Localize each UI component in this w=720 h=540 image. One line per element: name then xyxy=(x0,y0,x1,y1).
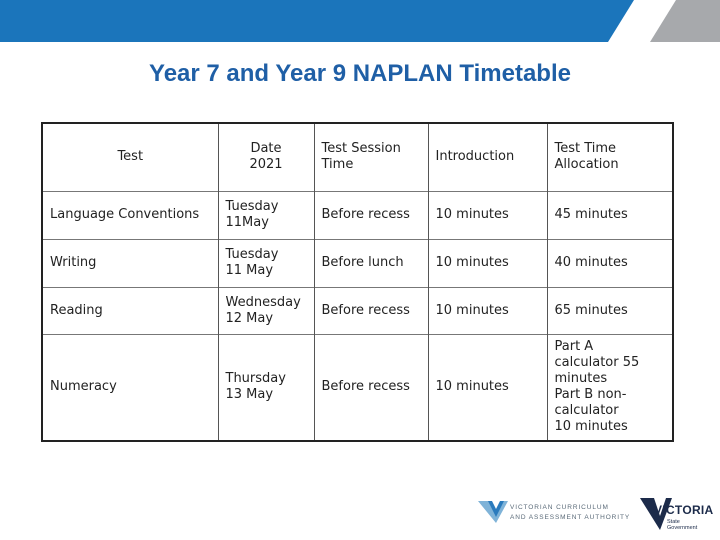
victoria-wordmark: VICTORIA xyxy=(654,503,714,517)
cell-date: Tuesday 11 May xyxy=(218,239,314,287)
table-row xyxy=(42,239,673,287)
cell-date: Thursday 13 May xyxy=(218,334,314,441)
banner-blue-stripe xyxy=(0,0,634,42)
vcaa-wordmark xyxy=(510,503,630,523)
cell-test: Language Conventions xyxy=(42,191,218,239)
header-allocation: Test Time Allocation xyxy=(547,123,673,191)
cell-test: Writing xyxy=(42,239,218,287)
table-row xyxy=(42,334,673,441)
cell-test: Numeracy xyxy=(42,334,218,441)
table-row xyxy=(42,191,673,239)
cell-introduction: 10 minutes xyxy=(428,287,547,334)
victoria-subtitle xyxy=(667,519,697,531)
cell-allocation: 65 minutes xyxy=(547,287,673,334)
page-title: Year 7 and Year 9 NAPLAN Timetable xyxy=(149,60,571,87)
timetable xyxy=(41,122,674,442)
cell-allocation: 40 minutes xyxy=(547,239,673,287)
banner-grey-stripe xyxy=(650,0,720,42)
vcaa-line-1: VICTORIAN CURRICULUM xyxy=(510,504,609,511)
cell-introduction: 10 minutes xyxy=(428,239,547,287)
header-introduction: Introduction xyxy=(428,123,547,191)
victoria-sub-1: State xyxy=(667,519,680,525)
cell-session: Before recess xyxy=(314,287,428,334)
header-row xyxy=(42,123,673,191)
victoria-sub-2: Government xyxy=(667,525,698,531)
header-date: Date 2021 xyxy=(218,123,314,191)
cell-introduction: 10 minutes xyxy=(428,191,547,239)
top-banner xyxy=(0,0,720,42)
cell-date: Tuesday 11May xyxy=(218,191,314,239)
cell-introduction: 10 minutes xyxy=(428,334,547,441)
table-row xyxy=(42,287,673,334)
cell-allocation: Part A calculator 55 minutes Part B non- calculator 10 minutes xyxy=(547,334,673,441)
vcaa-line-2: AND ASSESSMENT AUTHORITY xyxy=(510,514,631,521)
cell-session: Before recess xyxy=(314,191,428,239)
cell-session: Before recess xyxy=(314,334,428,441)
header-test: Test xyxy=(42,123,218,191)
cell-allocation: 45 minutes xyxy=(547,191,673,239)
cell-date: Wednesday 12 May xyxy=(218,287,314,334)
cell-session: Before lunch xyxy=(314,239,428,287)
header-session: Test Session Time xyxy=(314,123,428,191)
cell-test: Reading xyxy=(42,287,218,334)
